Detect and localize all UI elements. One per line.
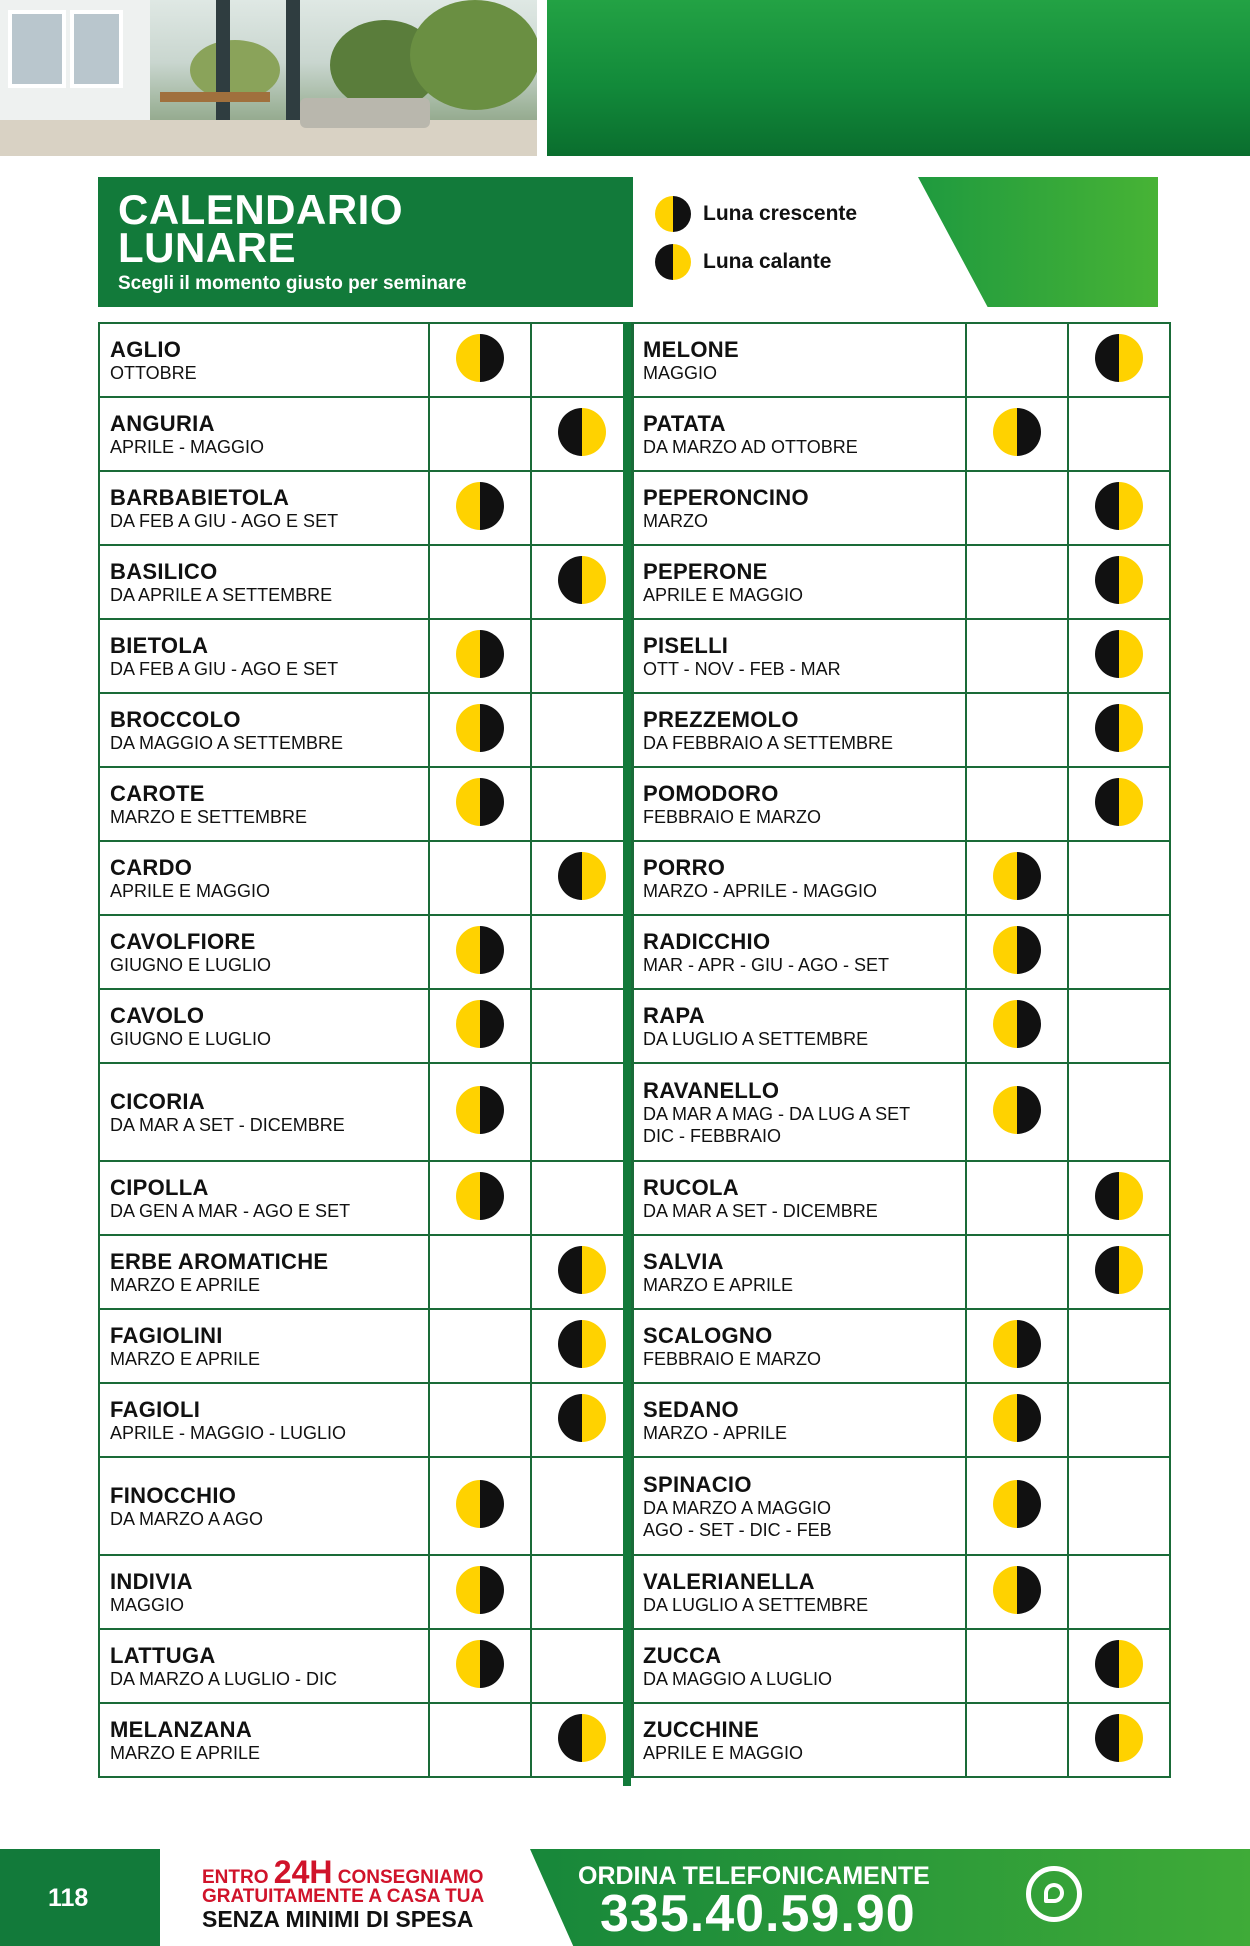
moon-crescente-icon: [993, 1394, 1041, 1442]
vegetable-name: SEDANO: [643, 1396, 739, 1422]
sowing-period: MARZO - APRILE: [643, 1422, 788, 1443]
table-row: [632, 1063, 1170, 1161]
moon-cell-calante: [1068, 1555, 1170, 1629]
sowing-period: APRILE E MAGGIO: [643, 1742, 804, 1763]
vegetable-name: MELANZANA: [110, 1716, 253, 1742]
moon-cell-crescente: [966, 1383, 1068, 1457]
vegetable-cell: [99, 1161, 429, 1235]
vegetable-cell: [632, 1383, 966, 1457]
sowing-period: MARZO E APRILE: [643, 1274, 794, 1295]
moon-cell-calante: [1068, 767, 1170, 841]
moon-cell-crescente: [429, 989, 531, 1063]
moon-calante-icon: [1095, 334, 1143, 382]
vegetable-cell: [99, 1555, 429, 1629]
table-row: [632, 323, 1170, 397]
moon-cell-calante: [531, 1063, 633, 1161]
vegetable-cell: [632, 915, 966, 989]
vegetable-name: ZUCCHINE: [643, 1716, 760, 1742]
moon-crescente-icon: [456, 1480, 504, 1528]
moon-crescente-icon: [456, 778, 504, 826]
moon-crescente-icon: [993, 1086, 1041, 1134]
vegetable-name: FAGIOLINI: [110, 1322, 223, 1348]
moon-calante-icon: [1095, 1172, 1143, 1220]
table-row: [632, 1161, 1170, 1235]
sowing-period: FEBBRAIO E MARZO: [643, 1348, 822, 1369]
moon-crescente-icon: [993, 408, 1041, 456]
sowing-period: APRILE E MAGGIO: [110, 880, 271, 901]
vegetable-name: BASILICO: [110, 558, 218, 584]
moon-cell-crescente: [429, 1555, 531, 1629]
table-row: [99, 1309, 633, 1383]
page-number: 118: [0, 1849, 160, 1946]
vegetable-cell: [99, 1703, 429, 1777]
moon-crescente-icon: [456, 926, 504, 974]
legend: [655, 197, 857, 293]
moon-cell-crescente: [966, 841, 1068, 915]
moon-cell-calante: [531, 1309, 633, 1383]
vegetable-name: FAGIOLI: [110, 1396, 201, 1422]
order-label: ORDINA TELEFONICAMENTE: [578, 1862, 930, 1890]
moon-cell-calante: [531, 1555, 633, 1629]
moon-cell-calante: [1068, 1063, 1170, 1161]
moon-cell-crescente: [966, 545, 1068, 619]
vegetable-name: ANGURIA: [110, 410, 215, 436]
moon-cell-calante: [531, 1703, 633, 1777]
legend-crescente-label: Luna crescente: [703, 202, 858, 225]
vegetable-cell: [632, 767, 966, 841]
vegetable-cell: [632, 619, 966, 693]
moon-cell-crescente: [966, 1555, 1068, 1629]
vegetable-name: CAVOLFIORE: [110, 928, 256, 954]
table-row: [99, 397, 633, 471]
table-row: [632, 915, 1170, 989]
moon-cell-crescente: [966, 1309, 1068, 1383]
vegetable-cell: [99, 1063, 429, 1161]
moon-cell-calante: [1068, 397, 1170, 471]
title-green-accent: [918, 177, 1158, 307]
vegetable-cell: [632, 545, 966, 619]
vegetable-name: BIETOLA: [110, 632, 209, 658]
moon-cell-calante: [531, 989, 633, 1063]
moon-cell-crescente: [429, 397, 531, 471]
moon-crescente-icon: [456, 482, 504, 530]
moon-calante-icon: [1095, 1246, 1143, 1294]
promo-entro: ENTRO: [202, 1867, 269, 1888]
sowing-period: DA APRILE A SETTEMBRE: [110, 584, 333, 605]
moon-cell-calante: [1068, 989, 1170, 1063]
table-row: [99, 915, 633, 989]
vegetable-cell: [632, 323, 966, 397]
header-photo: [0, 0, 537, 156]
promo-24h: 24H: [273, 1854, 333, 1890]
calendar-table-left: [98, 322, 634, 1778]
moon-crescente-icon: [456, 1566, 504, 1614]
vegetable-cell: [99, 989, 429, 1063]
moon-cell-crescente: [429, 1161, 531, 1235]
vegetable-cell: [632, 1161, 966, 1235]
sowing-period: DA MAGGIO A LUGLIO: [643, 1668, 833, 1689]
moon-calante-icon: [1095, 556, 1143, 604]
table-row: [632, 989, 1170, 1063]
vegetable-cell: [632, 1235, 966, 1309]
moon-crescente-icon: [993, 852, 1041, 900]
vegetable-name: PEPERONCINO: [643, 484, 809, 510]
vegetable-name: POMODORO: [643, 780, 779, 806]
moon-cell-crescente: [429, 767, 531, 841]
vegetable-cell: [632, 1457, 966, 1555]
moon-cell-calante: [1068, 545, 1170, 619]
moon-cell-calante: [531, 1383, 633, 1457]
moon-crescente-icon: [993, 1566, 1041, 1614]
sowing-period: DA FEB A GIU - AGO E SET: [110, 510, 339, 531]
sowing-period: APRILE E MAGGIO: [643, 584, 804, 605]
moon-cell-calante: [531, 841, 633, 915]
vegetable-name: ZUCCA: [643, 1642, 722, 1668]
moon-crescente-icon: [993, 926, 1041, 974]
table-row: [632, 767, 1170, 841]
moon-crescente-icon: [993, 1000, 1041, 1048]
table-row: [632, 397, 1170, 471]
sowing-period: MARZO E APRILE: [110, 1348, 261, 1369]
moon-cell-calante: [1068, 1703, 1170, 1777]
moon-cell-calante: [1068, 915, 1170, 989]
moon-cell-calante: [531, 471, 633, 545]
moon-crescente-icon: [456, 334, 504, 382]
table-row: [99, 989, 633, 1063]
sowing-period: FEBBRAIO E MARZO: [643, 806, 822, 827]
sowing-period: DA MARZO A AGO: [110, 1508, 264, 1529]
vegetable-cell: [99, 1457, 429, 1555]
moon-cell-calante: [1068, 1629, 1170, 1703]
table-row: [632, 1457, 1170, 1555]
sowing-period: OTT - NOV - FEB - MAR: [643, 658, 841, 679]
vegetable-cell: [632, 1629, 966, 1703]
vegetable-name: PEPERONE: [643, 558, 768, 584]
table-row: [99, 1703, 633, 1777]
vegetable-cell: [99, 619, 429, 693]
moon-cell-calante: [531, 323, 633, 397]
vegetable-cell: [99, 545, 429, 619]
moon-calante-icon: [655, 244, 691, 280]
table-row: [99, 471, 633, 545]
legend-calante-label: Luna calante: [703, 250, 832, 273]
vegetable-name: AGLIO: [110, 336, 182, 362]
table-row: [632, 619, 1170, 693]
moon-cell-crescente: [966, 1629, 1068, 1703]
moon-cell-crescente: [429, 693, 531, 767]
moon-cell-calante: [1068, 1309, 1170, 1383]
moon-cell-calante: [531, 397, 633, 471]
moon-cell-crescente: [429, 1629, 531, 1703]
moon-cell-calante: [531, 619, 633, 693]
moon-cell-crescente: [966, 1161, 1068, 1235]
moon-cell-crescente: [966, 1703, 1068, 1777]
moon-crescente-icon: [655, 196, 691, 232]
moon-cell-calante: [531, 545, 633, 619]
sowing-period: DA LUGLIO A SETTEMBRE: [643, 1594, 869, 1615]
moon-calante-icon: [1095, 1714, 1143, 1762]
table-row: [632, 1629, 1170, 1703]
header-banner: [547, 0, 1250, 156]
sowing-period: DA MAR A MAG - DA LUG A SET DIC - FEBBRAIO: [643, 1103, 911, 1146]
moon-cell-calante: [531, 693, 633, 767]
moon-cell-crescente: [429, 471, 531, 545]
vegetable-name: PREZZEMOLO: [643, 706, 799, 732]
sowing-period: MARZO E APRILE: [110, 1742, 261, 1763]
whatsapp-icon[interactable]: [1026, 1866, 1082, 1922]
moon-calante-icon: [558, 1394, 606, 1442]
table-row: [99, 1457, 633, 1555]
moon-cell-crescente: [429, 1703, 531, 1777]
sowing-period: DA LUGLIO A SETTEMBRE: [643, 1028, 869, 1049]
moon-calante-icon: [1095, 778, 1143, 826]
sowing-period: DA MARZO AD OTTOBRE: [643, 436, 858, 457]
vegetable-name: CAROTE: [110, 780, 205, 806]
vegetable-cell: [632, 397, 966, 471]
table-row: [632, 693, 1170, 767]
moon-calante-icon: [558, 408, 606, 456]
table-row: [632, 471, 1170, 545]
vegetable-cell: [632, 1063, 966, 1161]
vegetable-name: CICORIA: [110, 1088, 205, 1114]
moon-cell-crescente: [429, 1063, 531, 1161]
table-row: [632, 545, 1170, 619]
moon-cell-crescente: [429, 1383, 531, 1457]
sowing-period: DA MARZO A MAGGIO AGO - SET - DIC - FEB: [643, 1497, 832, 1540]
vegetable-cell: [99, 767, 429, 841]
table-row: [99, 323, 633, 397]
vegetable-name: MELONE: [643, 336, 739, 362]
moon-cell-crescente: [429, 545, 531, 619]
moon-calante-icon: [558, 556, 606, 604]
table-row: [99, 693, 633, 767]
vegetable-name: SALVIA: [643, 1248, 724, 1274]
table-row: [99, 767, 633, 841]
vegetable-name: RAVANELLO: [643, 1077, 780, 1103]
vegetable-name: ERBE AROMATICHE: [110, 1248, 329, 1274]
vegetable-cell: [99, 915, 429, 989]
vegetable-cell: [99, 397, 429, 471]
sowing-period: MAGGIO: [643, 362, 718, 383]
vegetable-name: BROCCOLO: [110, 706, 241, 732]
vegetable-name: RADICCHIO: [643, 928, 771, 954]
moon-cell-crescente: [429, 619, 531, 693]
sowing-period: GIUGNO E LUGLIO: [110, 1028, 272, 1049]
sowing-period: OTTOBRE: [110, 362, 197, 383]
moon-calante-icon: [558, 1320, 606, 1368]
table-row: [632, 1703, 1170, 1777]
moon-cell-crescente: [429, 1235, 531, 1309]
moon-cell-calante: [1068, 693, 1170, 767]
moon-cell-crescente: [966, 693, 1068, 767]
moon-crescente-icon: [456, 704, 504, 752]
moon-calante-icon: [1095, 630, 1143, 678]
moon-calante-icon: [558, 1714, 606, 1762]
vegetable-cell: [99, 471, 429, 545]
moon-cell-calante: [1068, 471, 1170, 545]
legend-calante: [655, 245, 857, 279]
vegetable-name: SCALOGNO: [643, 1322, 773, 1348]
vegetable-cell: [632, 471, 966, 545]
table-row: [99, 1161, 633, 1235]
sowing-period: MARZO E SETTEMBRE: [110, 806, 308, 827]
moon-cell-crescente: [966, 1235, 1068, 1309]
phone-number[interactable]: 335.40.59.90: [600, 1885, 916, 1943]
vegetable-cell: [632, 1309, 966, 1383]
moon-cell-crescente: [966, 767, 1068, 841]
vegetable-name: SPINACIO: [643, 1471, 752, 1497]
table-row: [632, 1235, 1170, 1309]
vegetable-name: RAPA: [643, 1002, 705, 1028]
sowing-period: APRILE - MAGGIO: [110, 436, 265, 457]
vegetable-cell: [632, 1703, 966, 1777]
moon-cell-crescente: [429, 1309, 531, 1383]
table-separator: [623, 322, 631, 1786]
vegetable-name: CAVOLO: [110, 1002, 205, 1028]
moon-cell-crescente: [966, 323, 1068, 397]
vegetable-cell: [99, 1629, 429, 1703]
legend-crescente: [655, 197, 857, 231]
table-row: [632, 1309, 1170, 1383]
moon-cell-calante: [1068, 1235, 1170, 1309]
moon-cell-crescente: [429, 915, 531, 989]
moon-cell-calante: [531, 767, 633, 841]
table-row: [99, 1235, 633, 1309]
moon-crescente-icon: [456, 1086, 504, 1134]
table-row: [99, 841, 633, 915]
moon-cell-crescente: [966, 471, 1068, 545]
calendar-table-right: [631, 322, 1171, 1778]
moon-cell-calante: [531, 915, 633, 989]
moon-cell-crescente: [966, 1063, 1068, 1161]
moon-cell-calante: [1068, 323, 1170, 397]
page-title-line1: CALENDARIO: [118, 186, 403, 233]
sowing-period: MAR - APR - GIU - AGO - SET: [643, 954, 890, 975]
moon-cell-calante: [531, 1161, 633, 1235]
moon-crescente-icon: [456, 630, 504, 678]
sowing-period: DA GEN A MAR - AGO E SET: [110, 1200, 351, 1221]
table-row: [632, 841, 1170, 915]
vegetable-name: CARDO: [110, 854, 193, 880]
table-row: [99, 1383, 633, 1457]
vegetable-cell: [632, 841, 966, 915]
sowing-period: MAGGIO: [110, 1594, 185, 1615]
vegetable-cell: [99, 1383, 429, 1457]
vegetable-name: VALERIANELLA: [643, 1568, 815, 1594]
sowing-period: DA FEBBRAIO A SETTEMBRE: [643, 732, 894, 753]
moon-cell-crescente: [966, 397, 1068, 471]
vegetable-name: PISELLI: [643, 632, 729, 658]
page-subtitle: Scegli il momento giusto per seminare: [118, 273, 467, 294]
vegetable-cell: [632, 1555, 966, 1629]
vegetable-name: PATATA: [643, 410, 726, 436]
vegetable-cell: [632, 989, 966, 1063]
moon-calante-icon: [558, 852, 606, 900]
vegetable-name: INDIVIA: [110, 1568, 193, 1594]
vegetable-cell: [99, 323, 429, 397]
moon-cell-calante: [1068, 1161, 1170, 1235]
sowing-period: MARZO E APRILE: [110, 1274, 261, 1295]
promo-line2: GRATUITAMENTE A CASA TUA: [202, 1886, 485, 1907]
moon-cell-crescente: [429, 841, 531, 915]
page-title-line2: LUNARE: [118, 224, 296, 271]
table-row: [99, 545, 633, 619]
table-row: [99, 1555, 633, 1629]
moon-cell-calante: [1068, 1383, 1170, 1457]
promo-consegniamo: CONSEGNIAMO: [337, 1867, 484, 1888]
moon-calante-icon: [1095, 1640, 1143, 1688]
table-row: [99, 619, 633, 693]
vegetable-name: FINOCCHIO: [110, 1482, 237, 1508]
promo-line3: SENZA MINIMI DI SPESA: [202, 1906, 474, 1932]
vegetable-name: PORRO: [643, 854, 726, 880]
moon-cell-calante: [531, 1235, 633, 1309]
table-row: [632, 1555, 1170, 1629]
sowing-period: MARZO - APRILE - MAGGIO: [643, 880, 878, 901]
moon-cell-calante: [531, 1457, 633, 1555]
moon-cell-crescente: [429, 323, 531, 397]
moon-calante-icon: [1095, 704, 1143, 752]
sowing-period: MARZO: [643, 510, 708, 531]
title-block: [98, 177, 633, 307]
moon-calante-icon: [1095, 482, 1143, 530]
moon-cell-crescente: [429, 1457, 531, 1555]
moon-cell-crescente: [966, 915, 1068, 989]
vegetable-name: BARBABIETOLA: [110, 484, 290, 510]
sowing-period: DA MAR A SET - DICEMBRE: [110, 1114, 345, 1135]
moon-crescente-icon: [456, 1172, 504, 1220]
table-row: [99, 1063, 633, 1161]
vegetable-name: RUCOLA: [643, 1174, 739, 1200]
moon-crescente-icon: [456, 1640, 504, 1688]
delivery-promo: [202, 1854, 542, 1933]
sowing-period: DA MAGGIO A SETTEMBRE: [110, 732, 344, 753]
moon-cell-crescente: [966, 989, 1068, 1063]
moon-cell-calante: [1068, 1457, 1170, 1555]
moon-cell-calante: [531, 1629, 633, 1703]
table-row: [632, 1383, 1170, 1457]
vegetable-cell: [99, 1235, 429, 1309]
sowing-period: DA FEB A GIU - AGO E SET: [110, 658, 339, 679]
moon-cell-crescente: [966, 1457, 1068, 1555]
vegetable-cell: [632, 693, 966, 767]
sowing-period: DA MAR A SET - DICEMBRE: [643, 1200, 878, 1221]
vegetable-cell: [99, 1309, 429, 1383]
moon-cell-calante: [1068, 619, 1170, 693]
table-row: [99, 1629, 633, 1703]
moon-crescente-icon: [993, 1320, 1041, 1368]
vegetable-name: LATTUGA: [110, 1642, 216, 1668]
vegetable-cell: [99, 841, 429, 915]
sowing-period: GIUGNO E LUGLIO: [110, 954, 272, 975]
sowing-period: APRILE - MAGGIO - LUGLIO: [110, 1422, 347, 1443]
sowing-period: DA MARZO A LUGLIO - DIC: [110, 1668, 338, 1689]
moon-crescente-icon: [456, 1000, 504, 1048]
moon-calante-icon: [558, 1246, 606, 1294]
moon-crescente-icon: [993, 1480, 1041, 1528]
vegetable-cell: [99, 693, 429, 767]
vegetable-name: CIPOLLA: [110, 1174, 209, 1200]
moon-cell-crescente: [966, 619, 1068, 693]
moon-cell-calante: [1068, 841, 1170, 915]
